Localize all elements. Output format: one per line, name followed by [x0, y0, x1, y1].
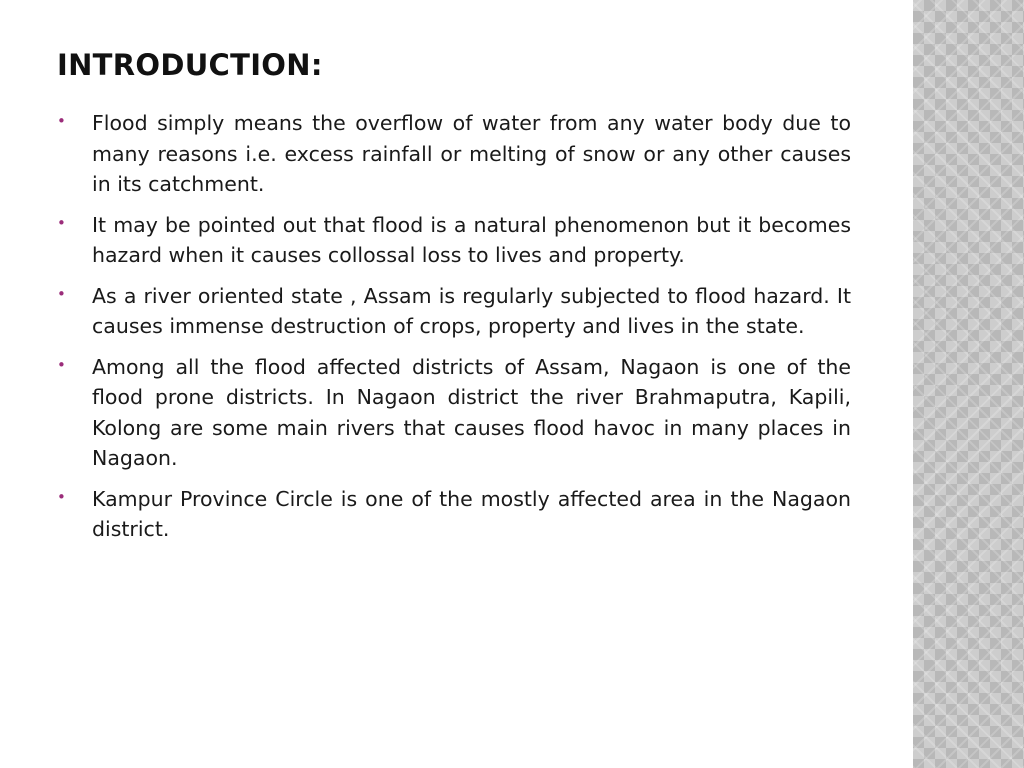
decorative-side-panel — [913, 0, 1024, 768]
bullet-dot-icon: • — [57, 213, 66, 232]
bullet-dot-icon: • — [57, 487, 66, 506]
bullet-item — [57, 352, 851, 474]
bullet-text: Flood simply means the overflow of water from any water body due to many reasons i.e. excess rainfall or melting of snow or any other causes in its catchment. — [92, 111, 851, 196]
bullet-dot-icon: • — [57, 284, 66, 303]
bullet-dot-icon: • — [57, 112, 66, 130]
bullet-list — [57, 108, 851, 555]
bullet-dot-icon: • — [57, 355, 66, 374]
slide-title: INTRODUCTION: — [57, 48, 323, 82]
bullet-text: As a river oriented state , Assam is regularly subjected to flood hazard. It causes immense destruction of crops, property and lives in the state. — [92, 283, 851, 338]
bullet-text: Among all the flood affected districts of Assam, Nagaon is one of the flood prone districts. In Nagaon district the river Brahmaputra, Kapili, Kolong are some main rivers that causes flood havoc in many places in Nagaon. — [92, 354, 851, 470]
bullet-item — [57, 281, 851, 342]
bullet-text: It may be pointed out that flood is a natural phenomenon but it becomes hazard when it causes collossal loss to lives and property. — [92, 212, 851, 267]
bullet-item — [57, 210, 851, 271]
bullet-item — [57, 108, 851, 200]
bullet-text: Kampur Province Circle is one of the mostly affected area in the Nagaon district. — [92, 486, 851, 541]
bullet-item — [57, 484, 851, 545]
